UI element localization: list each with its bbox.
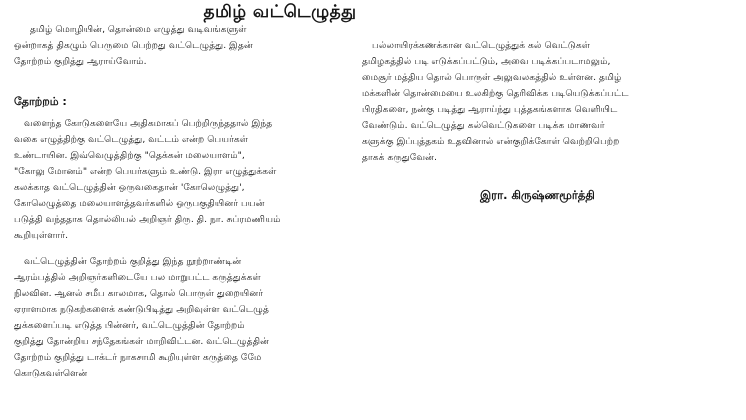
body-line: உண்டாயின. இவ்வெழுத்திற்கு "தெக்கன் மலையாளம்",: [14, 150, 245, 161]
body-line: துக்களைப்படி எடுத்த பின்னர், வட்டெழுத்தின் தோற்றம்: [14, 320, 245, 331]
body-line: வளைந்த கோடுகளையே அதிகமாகப் பெற்றிருந்ததால் இந்த: [24, 118, 273, 129]
section-heading: தோற்றம் :: [14, 95, 67, 108]
body-line: மக்களின் தொன்மையை உலகிற்கு தெரிவிக்க படியெடுக்கப்பட்ட: [362, 88, 629, 99]
body-line: பல்லாயிரக்கணக்கான வட்டெழுத்துக் கல் வெட்டுகள்: [372, 40, 591, 51]
body-line: கலக்காத வட்டெழுத்தின் ஒருவகைதான் 'கோலெழுத்து',: [14, 182, 245, 193]
intro-line: தமிழ் மொழியின், தொன்மை எழுத்து வடிவங்களுள்: [30, 24, 247, 35]
body-line: தாகக் கருதுவேன்.: [362, 152, 437, 163]
intro-line: தோற்றம் குறித்து ஆராய்வோம்.: [14, 56, 147, 67]
body-line: மைசூர் மத்திய தொல் பொருள் அலுவலகத்தில் உள்ளன. தமிழ்: [362, 72, 622, 83]
page-title: தமிழ் வட்டெழுத்து: [203, 2, 357, 22]
body-line: தமிழகத்தில் படி எடுக்கப்பட்டும், அவை படிக்கப்படாமலும்,: [362, 56, 611, 67]
body-line: களுக்கு இப்புத்தகம் உதவினால் என்குறிக்கோள் வெற்றிபெற்ற: [362, 136, 620, 147]
body-line: கோலெழுத்தை மலையாளத்தவர்களில் ஒருபகுதியினர் பயன்: [14, 198, 265, 209]
body-line: ஆரம்பத்தில் அறிஞர்களிடையே பல மாறுபட்ட கருத்துக்கள்: [14, 272, 261, 283]
body-line: நிலவின. ஆனல் சமீப காலமாக, தொல் பொருள் துறையினர்: [14, 288, 264, 299]
author-signature: இரா. கிருஷ்ணமூர்த்தி: [480, 188, 595, 202]
body-line: குறித்து தோன்றிய சந்தேகங்கள் மாறிவிட்டன. வட்டெழுத்தின்: [14, 336, 270, 347]
body-line: பிரதிகளை, நன்கு படித்து ஆராய்ந்து புத்தகங்களாக வெளியிட: [362, 104, 618, 115]
body-line: தோற்றம் குறித்து டாக்டர் நாகசாமி கூறியுள்ள கருத்தை மேே: [14, 352, 262, 363]
body-line: வட்டெழுத்தின் தோற்றம் குறித்து இந்த நூற்றாண்டின்: [24, 256, 242, 267]
intro-line: ஒன்றாகத் திகழும் பெருமை பெற்றது வட்டெழுத்து. இதன்: [14, 40, 253, 51]
body-line: படுத்தி வந்ததாக தொல்லியல் அறிஞர் திரு. தி. நா. சுப்ரமணியம்: [14, 214, 281, 225]
body-line: ஏராளமாக நடுகற்களைக் கண்டுபிடித்து அறிவுள்ள வட்டெழுத்: [14, 304, 269, 315]
body-line: வகை எழுத்திற்கு வட்டெழுத்து, வட்டம் என்ற பெயர்கள்: [14, 134, 249, 145]
body-line: கூறியுள்ளார்.: [14, 230, 69, 241]
body-line: "கோலு மோனம்" என்ற பெயர்களும் உண்டு. இரா எழுத்துக்கள்: [14, 166, 277, 177]
body-line: கொடுகவள்ளென்: [14, 368, 88, 379]
body-line: வேண்டும். வட்டெழுத்து கல்வெட்டுகளை படிக்க மாணவர்: [362, 120, 605, 131]
